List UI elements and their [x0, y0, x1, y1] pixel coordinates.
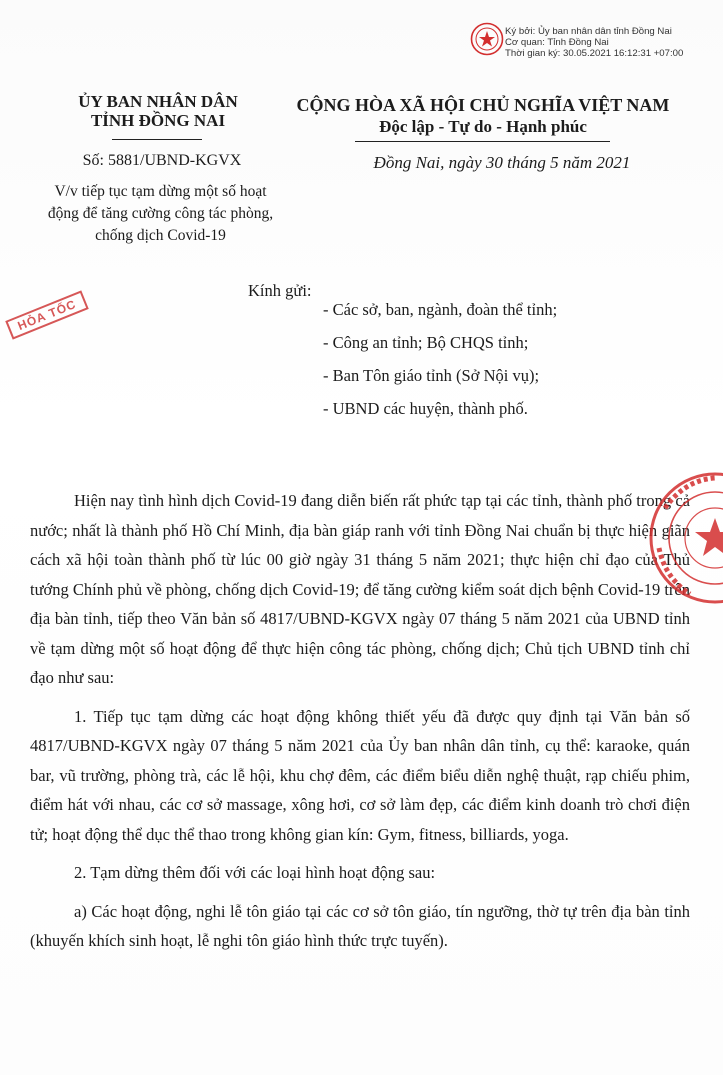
document-body: [30, 486, 690, 965]
signature-seal-icon: [470, 22, 504, 56]
nation-title: CỘNG HÒA XÃ HỘI CHỦ NGHĨA VIỆT NAM: [296, 95, 670, 115]
recipient-item: - Các sở, ban, ngành, đoàn thể tỉnh;: [323, 300, 558, 319]
body-paragraph: 2. Tạm dừng thêm đối với các loại hình hoạt động sau:: [74, 863, 436, 882]
signature-signer: Ký bởi: Ủy ban nhân dân tỉnh Đồng Nai: [505, 26, 672, 37]
body-paragraph: a) Các hoạt động, nghi lễ tôn giáo tại các cơ sở tôn giáo, tín ngưỡng, thờ tự trên địa bàn tỉnh (khuyến khích sinh hoạt, lễ nghi tôn giáo hình thức trực tuyến).: [30, 901, 690, 950]
signature-time: Thời gian ký: 30.05.2021 16:12:31 +07:00: [505, 48, 684, 59]
body-paragraph: Hiện nay tình hình dịch Covid-19 đang diễn biến rất phức tạp tại các tỉnh, thành phố trong cả nước; nhất là thành phố Hồ Chí Minh, địa bàn giáp ranh với tỉnh Đồng Nai chuẩn bị thực hiện giãn cách xã hội toàn thành phố từ lúc 00 giờ ngày 31 tháng 5 năm 2021; thực hiện chỉ đạo của Thủ tướng Chính phủ về phòng, chống dịch Covid-19; để tăng cường kiểm soát dịch bệnh Covid-19 trên địa bàn tỉnh, tiếp theo Văn bản số 4817/UBND-KGVX ngày 07 tháng 5 năm 2021 của UBND tỉnh về tạm dừng một số hoạt động để thực hiện công tác phòng, chống dịch; Chủ tịch UBND tỉnh chỉ đạo như sau:: [30, 491, 690, 687]
org-line-2: TỈNH ĐỒNG NAI: [90, 111, 226, 130]
document-subject: V/v tiếp tục tạm dừng một số hoạt động để tăng cường công tác phòng, chống dịch Covid-19: [47, 183, 274, 244]
recipient-item: - Công an tỉnh; Bộ CHQS tỉnh;: [323, 333, 529, 352]
issuing-organization: [60, 92, 256, 130]
motto-divider: [355, 141, 610, 142]
org-line-1: ỦY BAN NHÂN DÂN: [78, 92, 238, 111]
place-date: Đồng Nai, ngày 30 tháng 5 năm 2021: [373, 153, 631, 172]
recipients-list: [323, 299, 703, 431]
signature-agency: Cơ quan: Tỉnh Đồng Nai: [505, 37, 609, 48]
recipient-item: - Ban Tôn giáo tỉnh (Sở Nội vụ);: [323, 366, 540, 385]
recipient-item: - UBND các huyện, thành phố.: [323, 399, 528, 418]
document-number: Số: 5881/UBND-KGVX: [82, 152, 242, 169]
digital-signature: [505, 26, 683, 59]
org-divider: [112, 139, 202, 140]
recipients-label: Kính gửi:: [248, 281, 312, 300]
urgent-stamp: HỎA TỐC: [5, 290, 88, 339]
body-paragraph: 1. Tiếp tục tạm dừng các hoạt động không thiết yếu đã được quy định tại Văn bản số 4817/UBND-KGVX ngày 07 tháng 5 năm 2021 của Ủy ban nhân dân tỉnh, cụ thể: karaoke, quán bar, vũ trường, phòng trà, các lễ hội, khu chợ đêm, các điểm biểu diễn nghệ thuật, rạp chiếu phim, điểm hát với nhau, các cơ sở massage, xông hơi, cơ sở làm đẹp, các điểm kinh doanh trò chơi điện tử; hoạt động thể dục thể thao trong không gian kín: Gym, fitness, billiards, yoga.: [30, 706, 690, 844]
nation-motto: Độc lập - Tự do - Hạnh phúc: [379, 117, 587, 136]
official-seal-icon: [645, 468, 723, 608]
national-heading: [278, 94, 688, 138]
